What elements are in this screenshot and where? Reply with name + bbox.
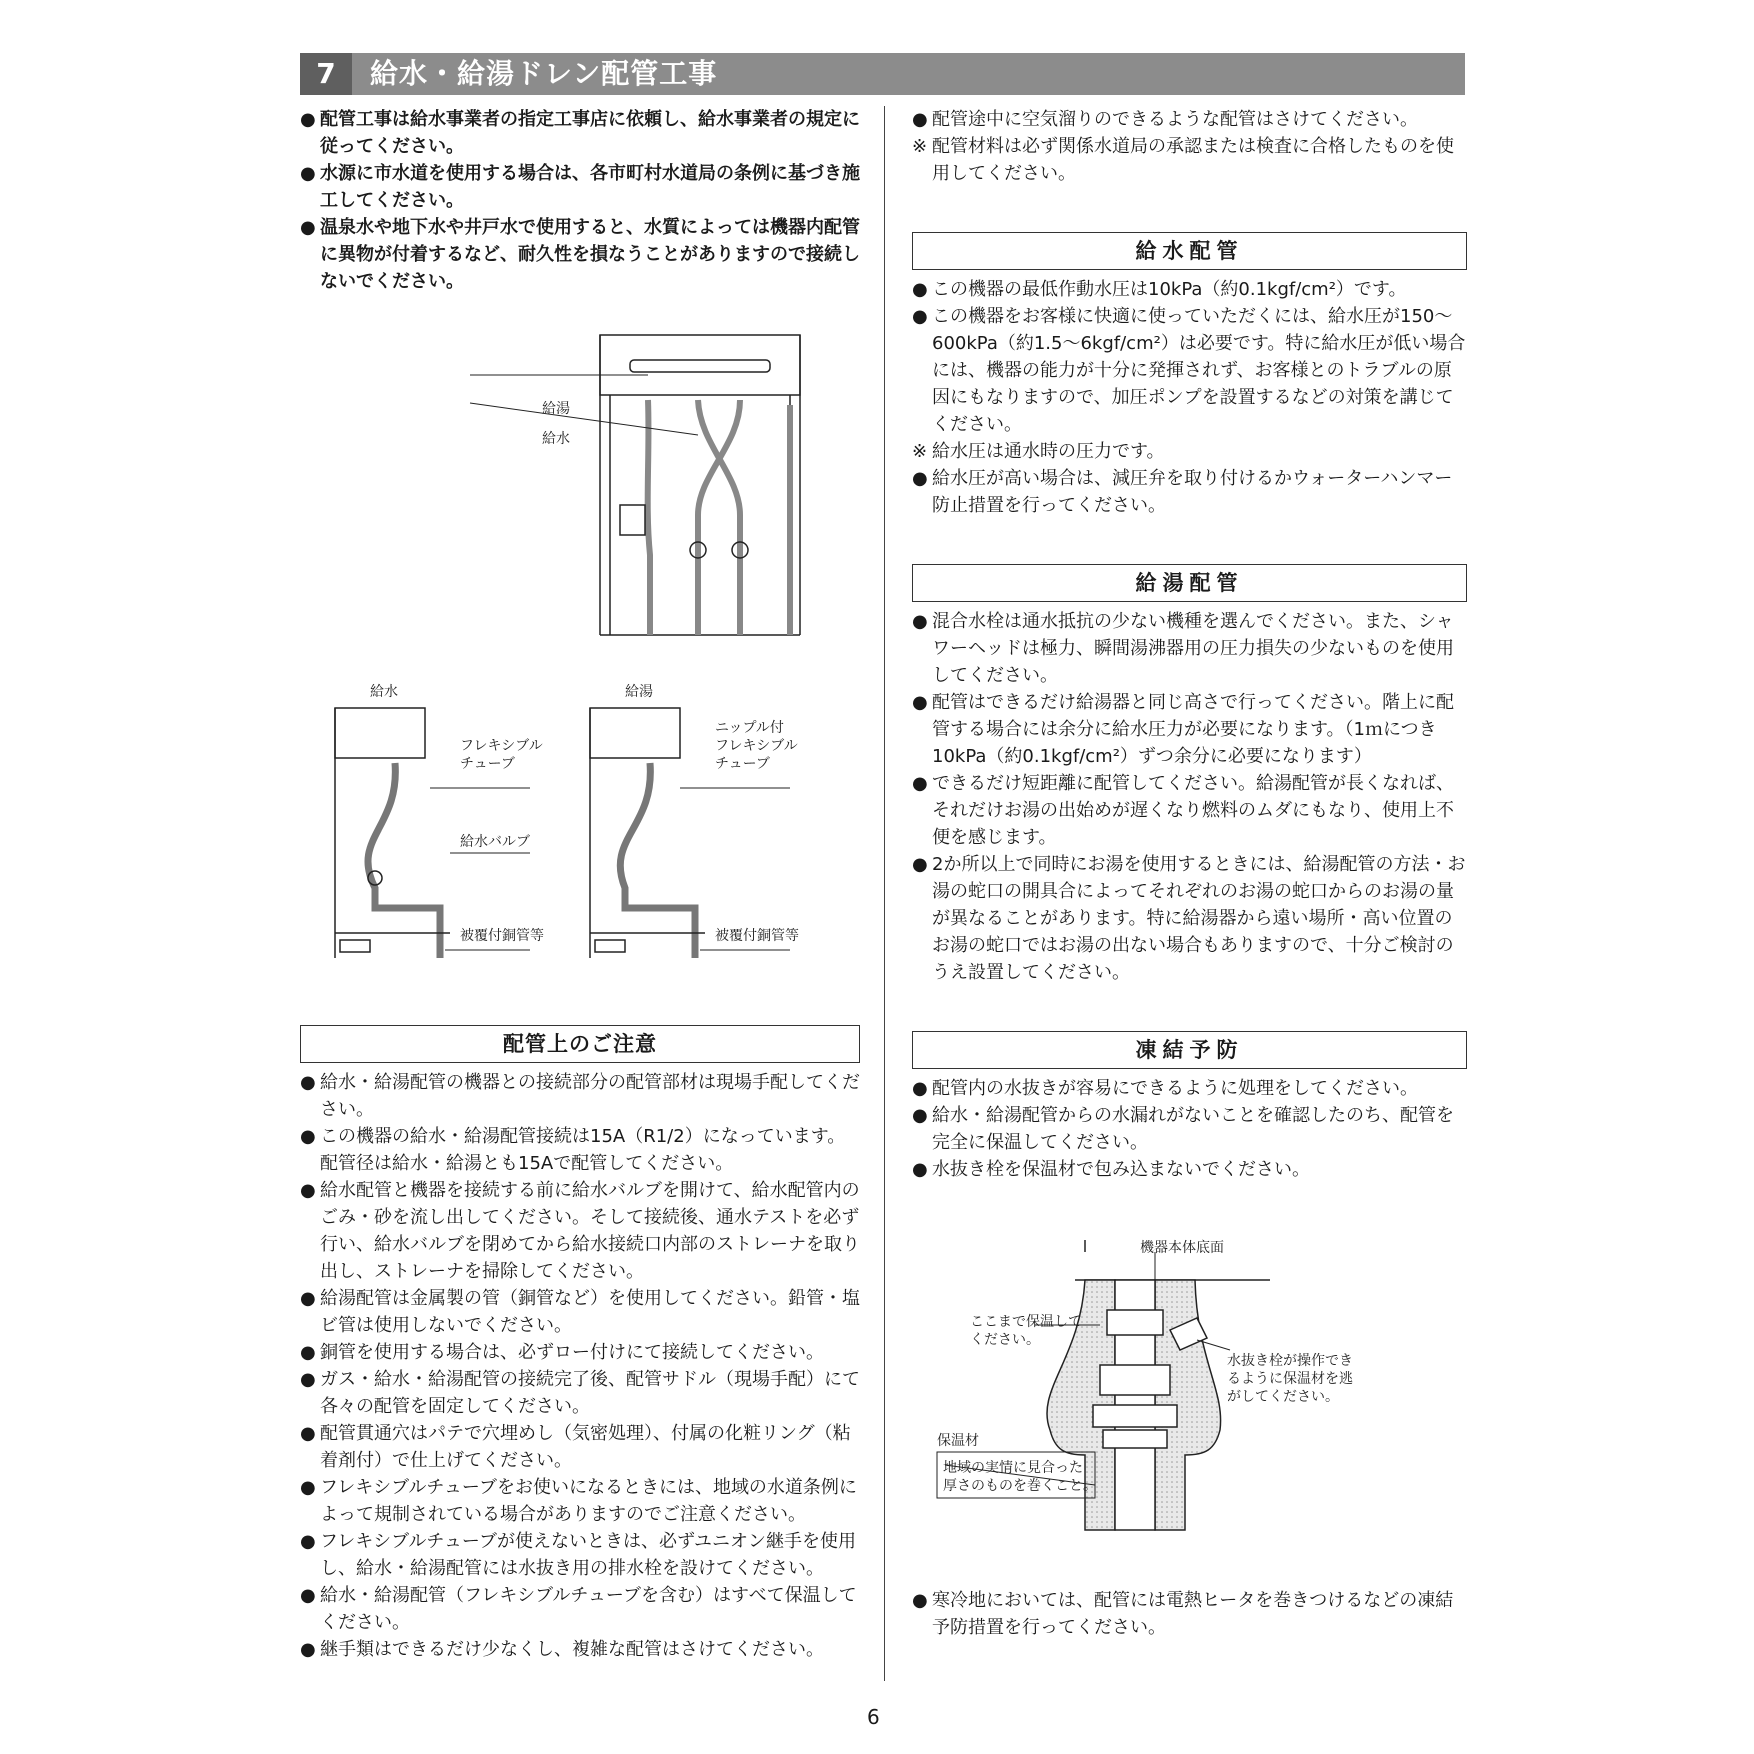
svg-text:ください。: ください。 — [970, 1332, 1040, 1348]
list-item: ● 銅管を使用する場合は、必ずロー付けにて接続してください。 — [300, 1342, 824, 1363]
svg-text:水抜き栓が操作でき: 水抜き栓が操作でき — [1227, 1353, 1353, 1369]
list-item: ● 2か所以上で同時にお湯を使用するときには、給湯配管の方法・お湯の蛇口の開具合によってそれぞれのお湯の蛇口からのお湯の量が異なることがあります。特に給湯器から遠い場所・高い位置のお湯の蛇口ではお湯の出ない場合もありますので、十分ご検討のうえ設置してください。 — [912, 854, 1466, 983]
valve-label: 給水バルブ — [460, 834, 530, 850]
svg-text:チューブ: チューブ — [460, 756, 515, 772]
list-item: ● 給水配管と機器を接続する前に給水バルブを開けて、給水配管内のごみ・砂を流し出してください。そして接続後、通水テストを必ず行い、給水バルブを閉めてから給水接続口内部のストレーナを取り出し、ストレーナを掃除してください。 — [300, 1180, 860, 1282]
svg-text:被覆付銅管等: 被覆付銅管等 — [715, 928, 799, 944]
freeze-after — [912, 1587, 1467, 1641]
list-item: ● 寒冷地においては、配管には電熱ヒータを巻きつけるなどの凍結予防措置を行ってください。 — [912, 1590, 1454, 1638]
list-item: ※ 配管材料は必ず関係水道局の承認または検査に合格したものを使用してください。 — [912, 136, 1454, 184]
section-number: 7 — [300, 53, 352, 95]
page-number: 6 — [867, 1705, 880, 1729]
cautions-title: 配管上のご注意 — [300, 1025, 860, 1063]
list-item: ● 水源に市水道を使用する場合は、各市町村水道局の条例に基づき施工してください。 — [300, 163, 860, 211]
list-item: ● 給水・給湯配管からの水漏れがないことを確認したのち、配管を完全に保温してください。 — [912, 1105, 1454, 1153]
list-item: ● 給水・給湯配管（フレキシブルチューブを含む）はすべて保温してください。 — [300, 1585, 857, 1633]
svg-text:がしてください。: がしてください。 — [1227, 1389, 1339, 1405]
intro-list — [300, 106, 860, 295]
list-item: ● 配管内の水抜きが容易にできるように処理をしてください。 — [912, 1078, 1418, 1099]
svg-text:ここまで保温して: ここまで保温して — [970, 1314, 1082, 1330]
list-item: ● 温泉水や地下水や井戸水で使用すると、水質によっては機器内配管に異物が付着するなど、耐久性を損なうことがありますので接続しないでください。 — [300, 217, 860, 292]
list-item: ※ 給水圧は通水時の圧力です。 — [912, 441, 1165, 462]
left-column — [300, 106, 860, 295]
svg-text:フレキシブル: フレキシブル — [460, 738, 543, 754]
list-item: ● できるだけ短距離に配管してください。給湯配管が長くなれば、それだけお湯の出始めが遅くなり燃料のムダにもなり、使用上不便を感じます。 — [912, 773, 1454, 848]
freeze-title: 凍結予防 — [912, 1031, 1467, 1069]
list-item: ● この機器をお客様に快適に使っていただくには、給水圧が150～600kPa（約1.5～6kgf/cm²）は必要です。特に給水圧が低い場合には、機器の能力が十分に発揮されず、お客様とのトラブルの原因にもなりますので、加圧ポンプを設置するなどの対策を講じてください。 — [912, 306, 1466, 435]
hot-water-title: 給湯配管 — [912, 564, 1467, 602]
list-item: ● 水抜き栓を保温材で包み込まないでください。 — [912, 1159, 1310, 1180]
list-item: ● 配管貫通穴はパテで穴埋めし（気密処理）、付属の化粧リング（粘着剤付）で仕上げてください。 — [300, 1423, 851, 1471]
list-item: ● 配管はできるだけ給湯器と同じ高さで行ってください。階上に配管する場合には余分に給水圧力が必要になります。（1ｍにつき10kPa（約0.1kgf/cm²）ずつ余分に必要になります） — [912, 692, 1454, 767]
list-item: ● 給水圧が高い場合は、減圧弁を取り付けるかウォーターハンマー防止措置を行ってください。 — [912, 468, 1453, 516]
freeze-after-list — [912, 1587, 1467, 1641]
cautions-section — [300, 1025, 860, 1663]
svg-text:チューブ: チューブ — [715, 756, 770, 772]
water-supply-list — [912, 276, 1467, 519]
fig2-right-title: 給湯 — [625, 684, 653, 700]
list-item: ● 混合水栓は通水抵抗の少ない機種を選んでください。また、シャワーヘッドは極力、瞬間湯沸器用の圧力損失の少ないものを使用してください。 — [912, 611, 1454, 686]
list-item: ● ガス・給水・給湯配管の接続完了後、配管サドル（現場手配）にて各々の配管を固定してください。 — [300, 1369, 860, 1417]
freeze-list — [912, 1075, 1467, 1183]
fig2-left-title: 給水 — [370, 684, 398, 700]
svg-text:被覆付銅管等: 被覆付銅管等 — [460, 928, 544, 944]
list-item: ● 配管途中に空気溜りのできるような配管はさけてください。 — [912, 109, 1418, 130]
right-column — [912, 106, 1467, 1183]
list-item: ● 配管工事は給水事業者の指定工事店に依頼し、給水事業者の規定に従ってください。 — [300, 109, 860, 157]
list-item: ● この機器の最低作動水圧は10kPa（約0.1kgf/cm²）です。 — [912, 279, 1407, 300]
section-header — [300, 53, 1465, 95]
list-item: ● フレキシブルチューブをお使いになるときには、地域の水道条例によって規制されている場合がありますのでご注意ください。 — [300, 1477, 857, 1525]
bottom-label: 機器本体底面 — [1140, 1240, 1224, 1256]
list-item: ● 継手類はできるだけ少なくし、複雑な配管はさけてください。 — [300, 1639, 824, 1660]
hot-water-label: 給湯 — [542, 401, 570, 417]
svg-text:厚さのものを巻くこと。: 厚さのものを巻くこと。 — [943, 1478, 1097, 1494]
svg-text:るように保温材を逃: るように保温材を逃 — [1227, 1371, 1353, 1387]
list-item: ● 給水・給湯配管の機器との接続部分の配管部材は現場手配してください。 — [300, 1072, 860, 1120]
water-supply-title: 給水配管 — [912, 232, 1467, 270]
hot-water-list — [912, 608, 1467, 986]
right-top-list — [912, 106, 1467, 187]
list-item: ● この機器の給水・給湯配管接続は15A（R1/2）になっています。配管径は給水・給湯とも15Aで配管してください。 — [300, 1126, 846, 1174]
insulation-figure — [935, 1240, 1353, 1540]
section-title: 給水・給湯ドレン配管工事 — [370, 57, 718, 90]
cold-water-label: 給水 — [542, 431, 570, 447]
list-item: ● 給湯配管は金属製の管（銅管など）を使用してください。鉛管・塩ビ管は使用しないでください。 — [300, 1288, 860, 1336]
svg-text:地域の実情に見合った: 地域の実情に見合った — [943, 1460, 1083, 1476]
svg-text:ニップル付: ニップル付 — [715, 720, 784, 736]
column-divider — [884, 106, 885, 1681]
insulation-label: 保温材 — [937, 1433, 979, 1449]
list-item: ● フレキシブルチューブが使えないときは、必ずユニオン継手を使用し、給水・給湯配管には水抜き用の排水栓を設けてください。 — [300, 1531, 857, 1579]
svg-text:フレキシブル: フレキシブル — [715, 738, 798, 754]
installation-figure — [530, 335, 810, 645]
cautions-list — [300, 1069, 860, 1663]
flexible-tube-figure — [330, 678, 850, 968]
